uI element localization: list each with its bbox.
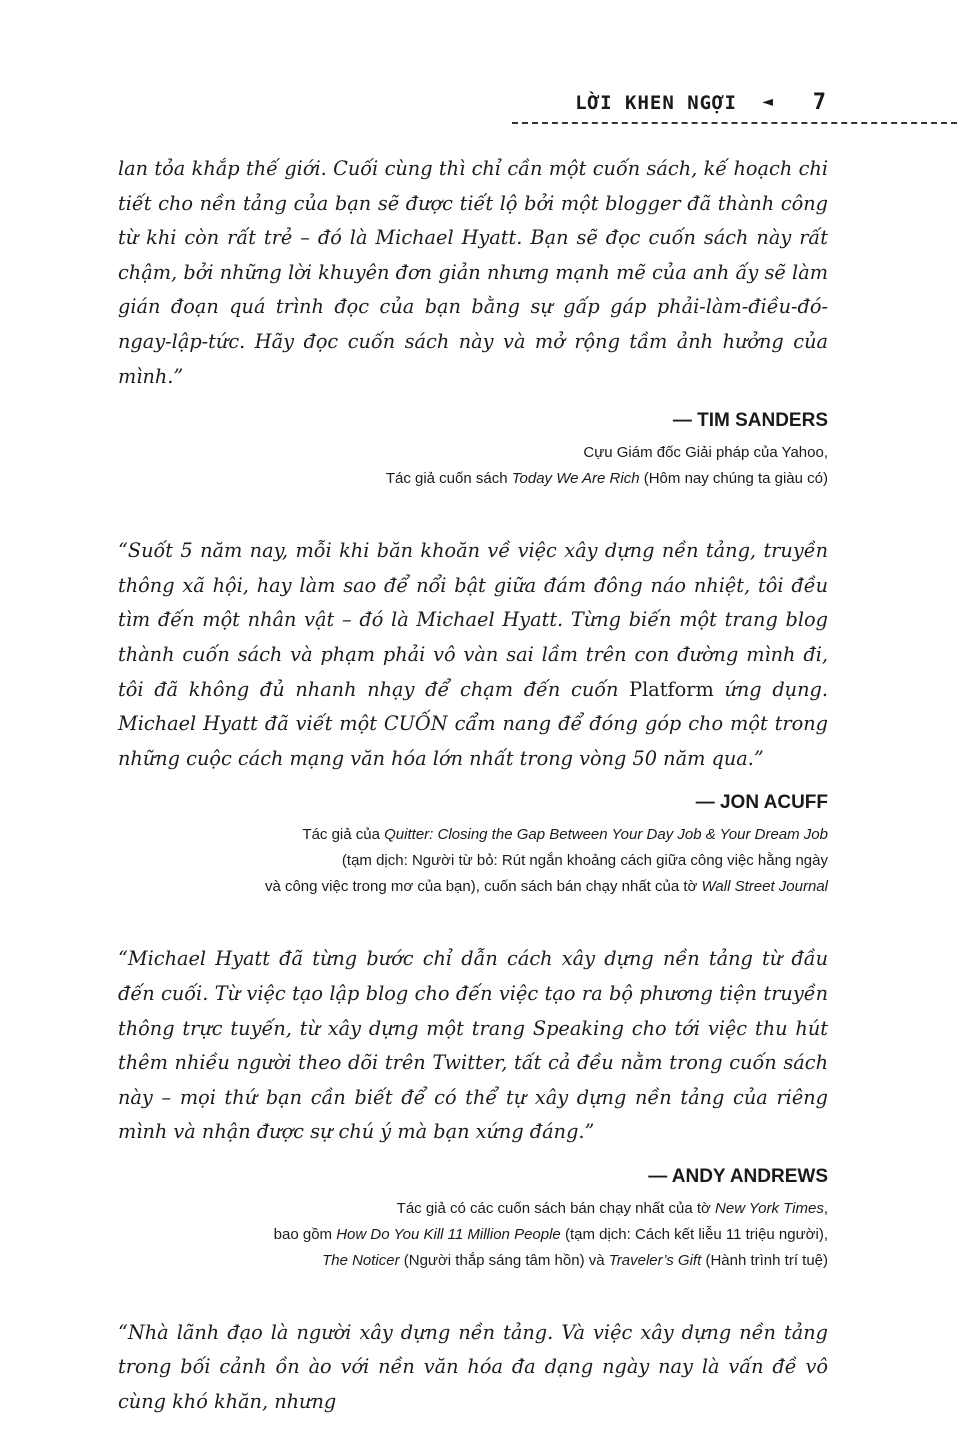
attribution-desc-andy-andrews: [118, 1196, 828, 1274]
header-title: LỜI KHEN NGỢI: [575, 92, 737, 114]
desc-line: bao gồm How Do You Kill 11 Million People (tạm dịch: Cách kết liễu 11 triệu người),: [273, 1225, 828, 1243]
running-header: [0, 90, 957, 130]
book-title: Platform: [629, 677, 714, 701]
book-title: How Do You Kill 11 Million People: [336, 1225, 561, 1243]
book-title: Traveler’s Gift: [608, 1251, 702, 1269]
publication-title: New York Times: [715, 1199, 824, 1217]
desc-line: và công việc trong mơ của bạn), cuốn sách bán chạy nhất của tờ Wall Street Journal: [264, 878, 828, 896]
quote-leadership: “Nhà lãnh đạo là người xây dựng nền tảng. Và việc xây dựng nền tảng trong bối cảnh ồn ào với nền văn hóa đa dạng ngày nay là vấn đề vô cùng khó khăn, nhưng: [118, 1320, 828, 1414]
quote-andy-andrews: “Michael Hyatt đã từng bước chỉ dẫn cách xây dựng nền tảng từ đầu đến cuối. Từ việc tạo lập blog cho đến việc tạo ra bộ phương tiện truyền thông trực tuyến, từ xây dựng một trang Speaking cho tới việc thu hút thêm nhiều người theo dõi trên Twitter, tất cả đều nằm trong cuốn sách này – mọi thứ bạn cần biết để có thể tự xây dựng nền tảng của riêng mình và nhận được sự chú ý mà bạn xứng đáng.”: [118, 947, 828, 1144]
page-body: [118, 152, 828, 1420]
attribution-tim-sanders: — TIM SANDERS: [672, 410, 828, 432]
attribution-desc-jon-acuff: [118, 822, 828, 900]
attribution-jon-acuff: — JON ACUFF: [695, 792, 828, 814]
header-divider: [512, 122, 957, 124]
desc-line: Tác giả cuốn sách Today We Are Rich (Hôm nay chúng ta giàu có): [385, 470, 828, 488]
header-arrow-icon: ◄: [762, 94, 773, 110]
attribution-desc-tim-sanders: [118, 440, 828, 492]
desc-line: Tác giả có các cuốn sách bán chạy nhất của tờ New York Times,: [396, 1199, 828, 1217]
desc-line: Tác giả của Quitter: Closing the Gap Between Your Day Job & Your Dream Job: [302, 826, 828, 844]
book-title: The Noticer: [322, 1251, 400, 1269]
quote-tim-sanders: lan tỏa khắp thế giới. Cuối cùng thì chỉ cần một cuốn sách, kế hoạch chi tiết cho nền tảng của bạn sẽ được tiết lộ bởi một blogger đã thành công từ khi còn rất trẻ – đó là Michael Hyatt. Bạn sẽ đọc cuốn sách này rất chậm, bởi những lời khuyên đơn giản nhưng mạnh mẽ của anh ấy sẽ làm gián đoạn quá trình đọc của bạn bằng sự gấp gáp phải-làm-điều-đó-ngay-lập-tức. Hãy đọc cuốn sách này và mở rộng tầm ảnh hưởng của mình.”: [118, 157, 828, 388]
publication-title: Wall Street Journal: [701, 878, 828, 896]
page-number: 7: [812, 90, 826, 115]
attribution-andy-andrews: — ANDY ANDREWS: [648, 1165, 828, 1187]
book-title: Today We Are Rich: [511, 470, 640, 488]
desc-line: The Noticer (Người thắp sáng tâm hồn) và Traveler’s Gift (Hành trình trí tuệ): [322, 1251, 828, 1269]
desc-line: Cựu Giám đốc Giải pháp của Yahoo,: [583, 444, 828, 462]
desc-line: (tạm dịch: Người từ bỏ: Rút ngắn khoảng cách giữa công việc hằng ngày: [341, 852, 828, 870]
quote-jon-acuff: “Suốt 5 năm nay, mỗi khi băn khoăn về việc xây dựng nền tảng, truyền thông xã hội, hay làm sao để nổi bật giữa đám đông náo nhiệt, tôi đều tìm đến một nhân vật – đó là Michael Hyatt. Từng biến một trang blog thành cuốn sách và phạm phải vô vàn sai lầm trên con đường mình đi, tôi đã không đủ nhanh nhạy để chạm đến cuốn Platform ứng dụng. Michael Hyatt đã viết một CUỐN cẩm nang để đóng góp cho một trong những cuộc cách mạng văn hóa lớn nhất trong vòng 50 năm qua.”: [118, 539, 828, 770]
book-title: Quitter: Closing the Gap Between Your Day Job & Your Dream Job: [384, 826, 828, 844]
